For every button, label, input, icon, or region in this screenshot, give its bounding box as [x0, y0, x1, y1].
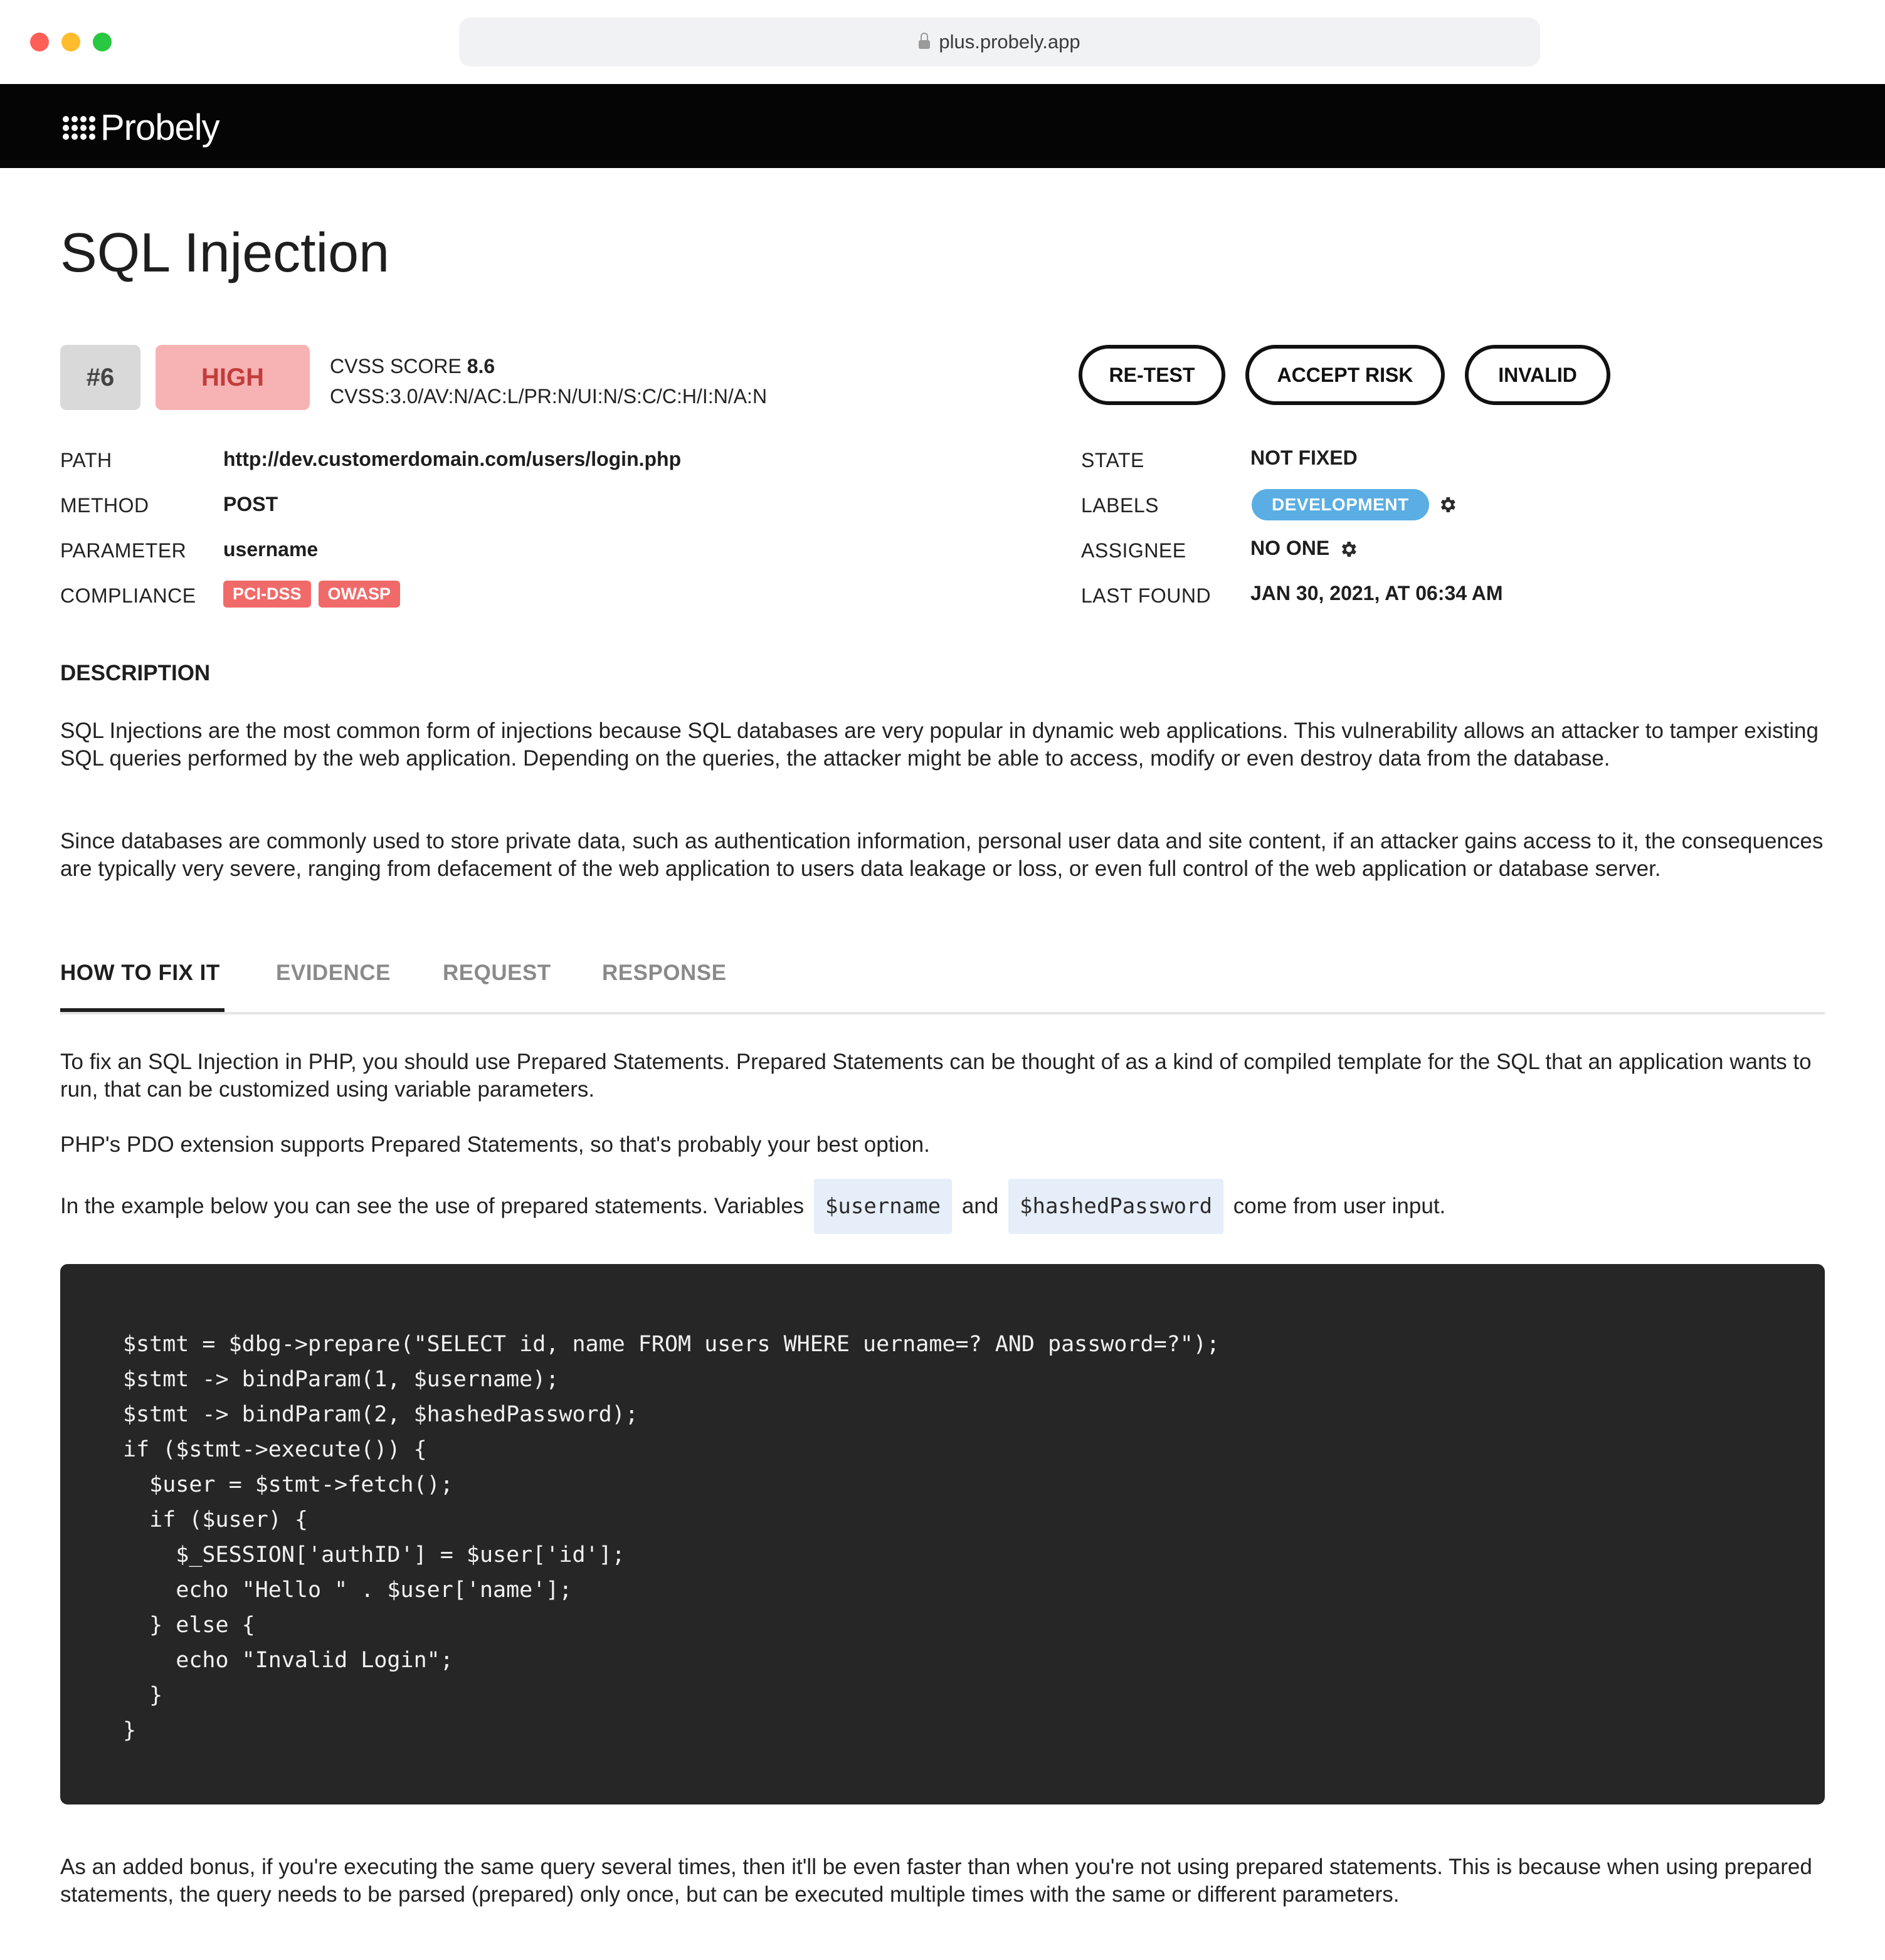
address-bar[interactable]: [459, 18, 1540, 66]
parameter-value: username: [223, 538, 319, 561]
close-window-button[interactable]: [30, 33, 49, 51]
page-title: SQL Injection: [60, 221, 390, 283]
labels-label: LABELS: [1081, 494, 1159, 517]
state-value[interactable]: NOT FIXED: [1250, 446, 1358, 469]
lock-icon: [919, 40, 930, 49]
cvss-score: 8.6: [467, 355, 495, 377]
assignee-value[interactable]: NO ONE: [1250, 537, 1330, 559]
maximize-window-button[interactable]: [93, 33, 112, 51]
compliance-label: COMPLIANCE: [60, 584, 196, 607]
compliance-tag-owasp[interactable]: OWASP: [319, 581, 401, 608]
finding-id-badge: #6: [60, 345, 140, 410]
method-value: POST: [223, 493, 278, 515]
labels-gear-icon[interactable]: [1437, 495, 1457, 515]
path-value: http://dev.customerdomain.com/users/login.php: [223, 448, 682, 470]
inline-code-hashed-password: $hashedPassword: [1008, 1179, 1223, 1234]
severity-badge: HIGH: [156, 345, 310, 410]
path-label: PATH: [60, 449, 112, 472]
inline-code-username: $username: [814, 1179, 952, 1234]
compliance-tags: [223, 581, 408, 608]
description-paragraph-2: Since databases are commonly used to store private data, such as authentication information, personal user data and site content, if an attacker gains access to it, the consequences are typically very severe, ranging from defacement of the web application to users data leakage or loss, or even full control of the web application or database server.: [60, 829, 1824, 881]
tab-how-to-fix-it[interactable]: HOW TO FIX IT: [60, 961, 220, 985]
state-label: STATE: [1081, 449, 1144, 472]
detail-tabs: [60, 961, 1825, 1014]
fix-paragraph-3-text-a: In the example below you can see the use of prepared statements. Variables: [60, 1194, 805, 1218]
description-paragraph-1: SQL Injections are the most common form of injections because SQL databases are very popular in dynamic web applications. This vulnerability allows an attacker to tamper existing SQL queries performed by the web application. Depending on the queries, the attacker might be able to access, modify or even destroy data from the database.: [60, 719, 1819, 771]
cvss-info: [330, 351, 767, 411]
accept-risk-button[interactable]: ACCEPT RISK: [1245, 345, 1445, 405]
fix-paragraph-4: As an added bonus, if you're executing the same query several times, then it'll be even faster than when you're not using prepared statements. This is because when using prepared statements, the query needs to be parsed (prepared) only once, but can be executed multiple times with the same or different parameters.: [60, 1855, 1812, 1907]
parameter-label: PARAMETER: [60, 539, 187, 562]
probely-logo[interactable]: [63, 107, 219, 149]
tab-request[interactable]: REQUEST: [443, 961, 551, 985]
fix-paragraph-1: To fix an SQL Injection in PHP, you should use Prepared Statements. Prepared Statements can be thought of as a kind of compiled template for the SQL that an application wants to run, that can be customized using variable parameters.: [60, 1050, 1812, 1102]
brand-name: Probely: [100, 107, 219, 148]
assignee-gear-icon[interactable]: [1338, 539, 1358, 559]
last-found-label: LAST FOUND: [1081, 584, 1212, 607]
cvss-label: CVSS SCORE: [330, 355, 462, 377]
fix-paragraph-3: [60, 1179, 1829, 1234]
app-header: [0, 84, 1885, 168]
tab-response[interactable]: RESPONSE: [602, 961, 727, 985]
invalid-button[interactable]: INVALID: [1465, 345, 1610, 405]
label-pill-development[interactable]: DEVELOPMENT: [1252, 489, 1429, 520]
active-tab-indicator: [60, 1008, 224, 1012]
method-label: METHOD: [60, 494, 149, 517]
code-block: [60, 1264, 1825, 1805]
browser-chrome: [0, 0, 1885, 84]
compliance-tag-pci-dss[interactable]: PCI-DSS: [223, 581, 311, 608]
retest-button[interactable]: RE-TEST: [1079, 345, 1225, 405]
minimize-window-button[interactable]: [61, 33, 80, 51]
fix-paragraph-3-text-b: and: [961, 1194, 999, 1218]
code-snippet: $stmt = $dbg->prepare("SELECT id, name FROM users WHERE uername=? AND password=?"); $stmt -> bindParam(1, $username); $stmt -> bindParam(2, $hashedPassword); if ($stmt->execute()) { $user = $stmt->fetch(); if ($user) { $_SESSION['authID'] = $user['id']; echo "Hello " . $user['name']; } else { echo "Invalid Login"; } }: [123, 1332, 1220, 1743]
tab-evidence[interactable]: EVIDENCE: [276, 961, 391, 985]
cvss-vector: CVSS:3.0/AV:N/AC:L/PR:N/UI:N/S:C/C:H/I:N/A:N: [330, 385, 768, 408]
assignee-label: ASSIGNEE: [1081, 539, 1186, 562]
fix-paragraph-2: PHP's PDO extension supports Prepared Statements, so that's probably your best option.: [60, 1132, 930, 1157]
url-text: plus.probely.app: [939, 31, 1080, 53]
last-found-value: JAN 30, 2021, AT 06:34 AM: [1250, 582, 1503, 604]
fix-paragraph-3-text-c: come from user input.: [1233, 1194, 1446, 1218]
logo-dots-icon: [63, 116, 95, 140]
description-heading: DESCRIPTION: [60, 661, 211, 685]
